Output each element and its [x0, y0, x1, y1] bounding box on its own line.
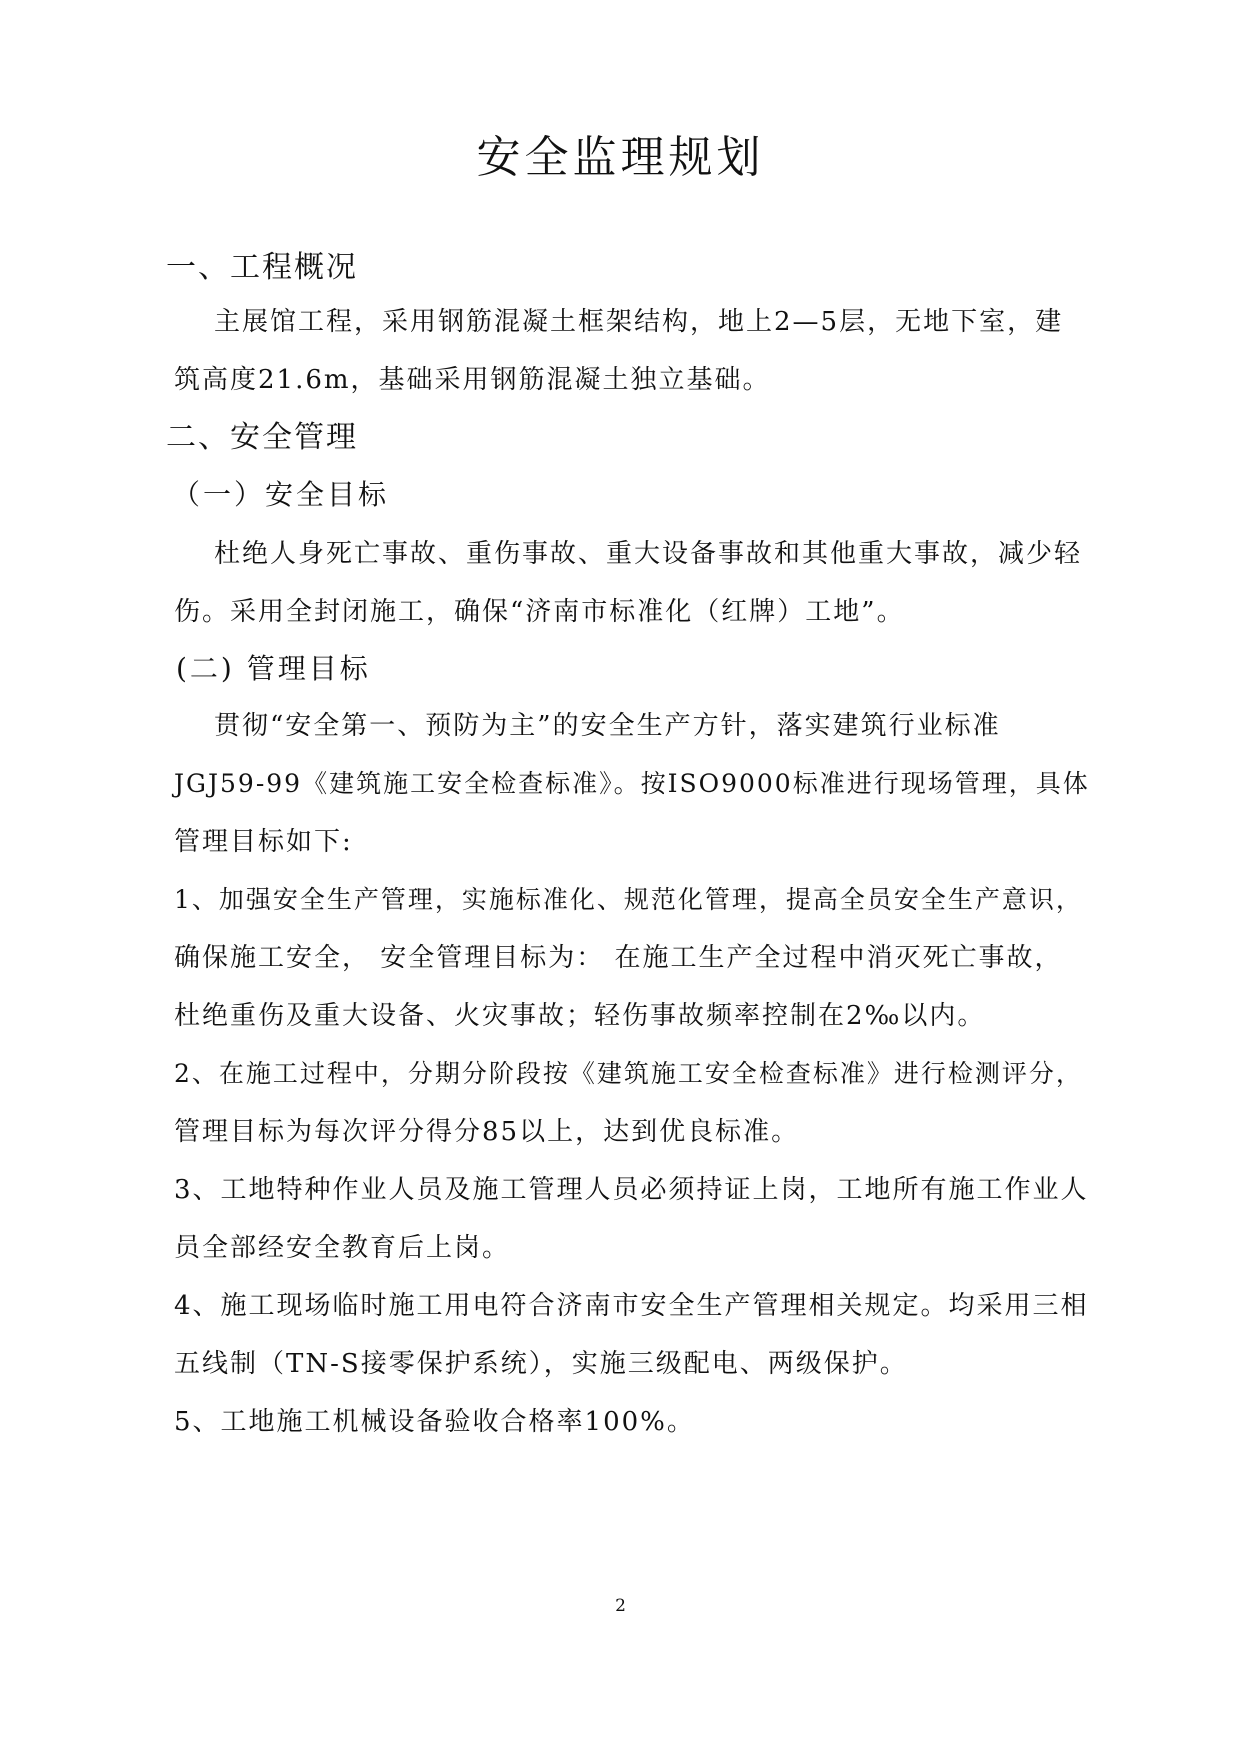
section-heading-safety-management: 二、安全管理	[166, 420, 358, 455]
paragraph-line: 贯彻“安全第一、预防为主”的安全生产方针，落实建筑行业标准	[214, 711, 1001, 741]
paragraph-line: 伤。采用全封闭施工，确保“济南市标准化（红牌）工地”。	[174, 597, 905, 627]
list-item-line: 五线制（TN-S接零保护系统），实施三级配电、两级保护。	[174, 1349, 908, 1379]
paragraph-line: 杜绝人身死亡事故、重伤事故、重大设备事故和其他重大事故，减少轻	[214, 539, 1083, 569]
list-item-line: 1、加强安全生产管理，实施标准化、规范化管理，提高全员安全生产意识，	[174, 885, 1083, 914]
subsection-heading-safety-goal: （一）安全目标	[172, 478, 390, 511]
list-item-line: 管理目标为每次评分得分85以上，达到优良标准。	[174, 1117, 800, 1147]
list-item-line: 杜绝重伤及重大设备、火灾事故；轻伤事故频率控制在2‰以内。	[174, 1001, 986, 1031]
list-item-line: 员全部经安全教育后上岗。	[174, 1233, 511, 1263]
paragraph-line: 筑高度21.6m，基础采用钢筋混凝土独立基础。	[174, 365, 771, 395]
list-item-line: 确保施工安全， 安全管理目标为： 在施工生产全过程中消灭死亡事故，	[174, 943, 1063, 973]
section-heading-overview: 一、工程概况	[166, 250, 358, 285]
list-item-line: 2、在施工过程中，分期分阶段按《建筑施工安全检查标准》进行检测评分，	[174, 1059, 1083, 1088]
paragraph-line: 主展馆工程，采用钢筋混凝土框架结构，地上2—5层，无地下室，建	[214, 307, 1064, 337]
list-item-line: 4、施工现场临时施工用电符合济南市安全生产管理相关规定。均采用三相	[174, 1291, 1089, 1321]
list-item-line: 3、工地特种作业人员及施工管理人员必须持证上岗，工地所有施工作业人	[174, 1175, 1089, 1205]
list-item-line: 5、工地施工机械设备验收合格率100%。	[174, 1407, 695, 1437]
paragraph-line: 管理目标如下:	[174, 827, 353, 857]
subsection-heading-management-goal: (二) 管理目标	[176, 652, 371, 685]
document-title: 安全监理规划	[476, 132, 765, 183]
paragraph-line: JGJ59-99《建筑施工安全检查标准》。按ISO9000标准进行现场管理，具体	[174, 769, 1090, 798]
page-number: 2	[615, 1596, 626, 1616]
